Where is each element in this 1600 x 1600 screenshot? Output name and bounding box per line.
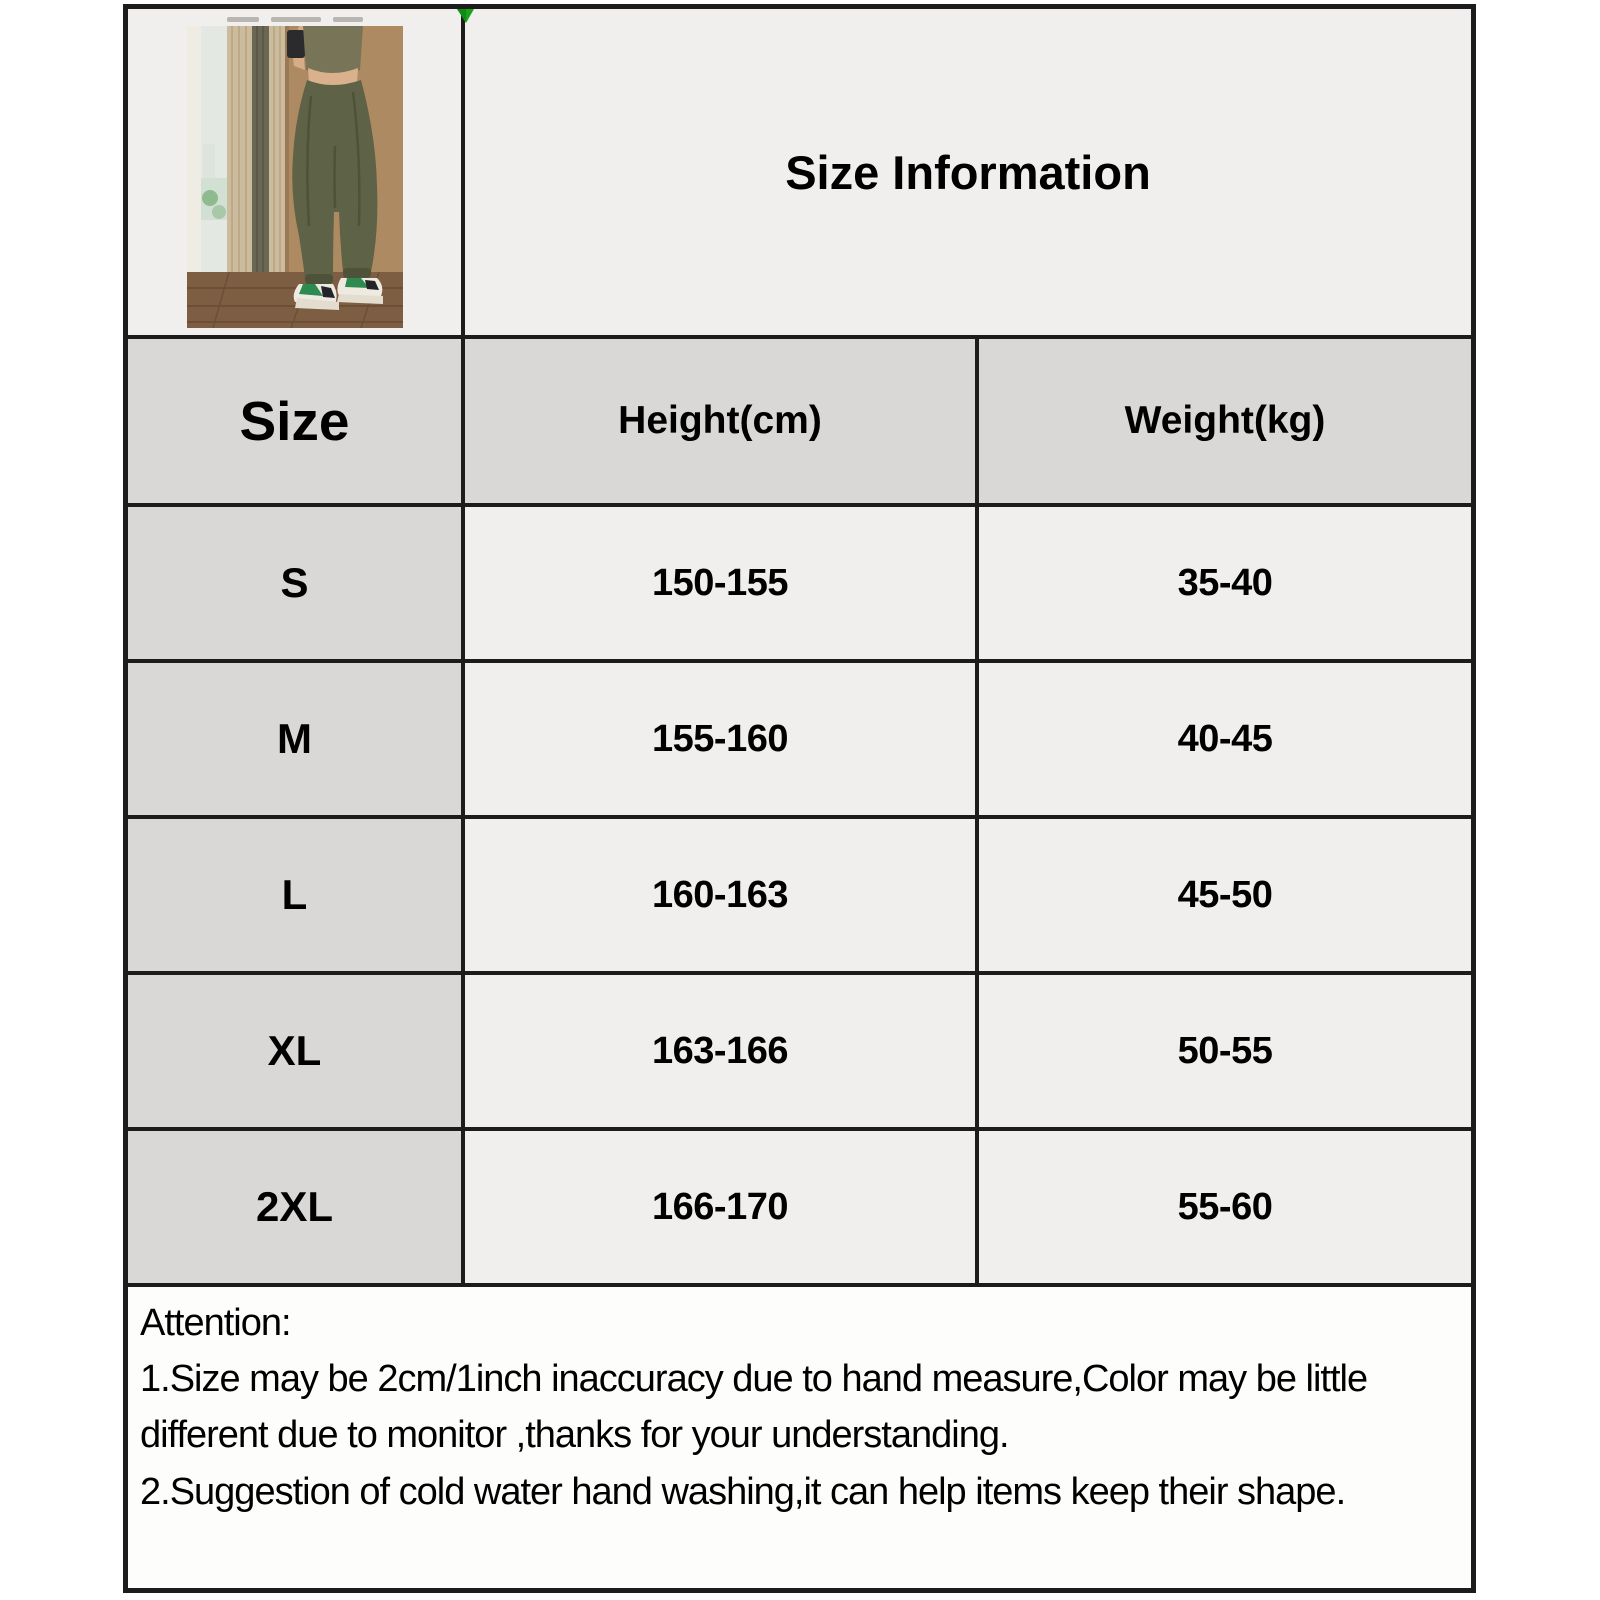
page-title: Size Information	[785, 145, 1151, 199]
row-xl-height: 163-166	[465, 975, 975, 1127]
product-photo-cell	[128, 9, 461, 335]
row-m-size: M	[128, 663, 461, 815]
row-l-height: 160-163	[465, 819, 975, 971]
attention-note-1: 1.Size may be 2cm/1inch inaccuracy due to hand measure,Color may be little different due to monitor ,thanks for your understanding.	[140, 1358, 1368, 1457]
row-2xl-weight: 55-60	[979, 1131, 1471, 1283]
row-xl-size: XL	[128, 975, 461, 1127]
photo-watermark-marks	[227, 16, 363, 22]
column-header-size: Size	[128, 339, 461, 503]
column-header-weight: Weight(kg)	[979, 339, 1471, 503]
row-l-size: L	[128, 819, 461, 971]
attention-section	[128, 1287, 1471, 1588]
row-s-size: S	[128, 507, 461, 659]
size-chart-table	[123, 4, 1476, 1593]
row-2xl-height: 166-170	[465, 1131, 975, 1283]
attention-heading: Attention:	[140, 1302, 291, 1344]
table-title-cell	[465, 9, 1471, 335]
row-m-weight: 40-45	[979, 663, 1471, 815]
row-m-height: 155-160	[465, 663, 975, 815]
green-triangle-marker	[457, 9, 474, 24]
attention-note-2: 2.Suggestion of cold water hand washing,it can help items keep their shape.	[140, 1470, 1346, 1513]
product-photo	[187, 26, 403, 328]
row-xl-weight: 50-55	[979, 975, 1471, 1127]
row-s-weight: 35-40	[979, 507, 1471, 659]
column-header-height: Height(cm)	[465, 339, 975, 503]
row-2xl-size: 2XL	[128, 1131, 461, 1283]
row-l-weight: 45-50	[979, 819, 1471, 971]
row-s-height: 150-155	[465, 507, 975, 659]
